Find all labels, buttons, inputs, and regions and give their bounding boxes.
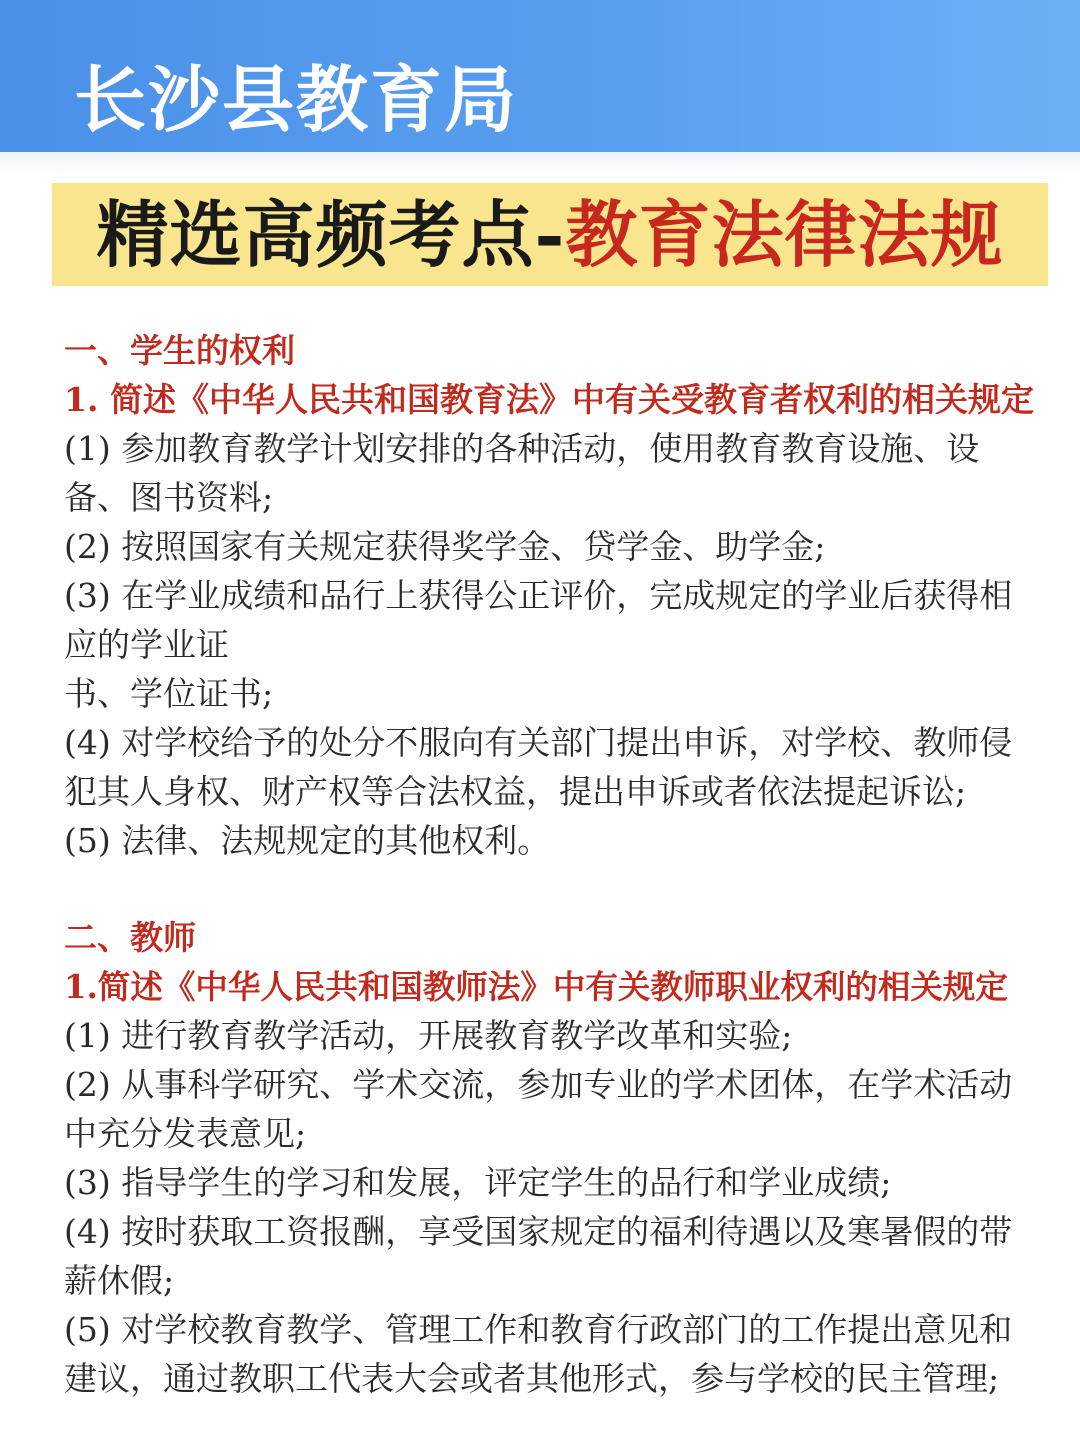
topic-banner xyxy=(52,183,1048,286)
list-item: (5) 法律、法规规定的其他权利。 xyxy=(64,821,551,860)
list-item: (3) 指导学生的学习和发展，评定学生的品行和学业成绩; xyxy=(64,1163,892,1202)
question-text: 1.简述《中华人民共和国教师法》中有关教师职业权利的相关规定 xyxy=(64,967,1008,1006)
header-divider xyxy=(0,152,1080,176)
question-text: 1. 简述《中华人民共和国教育法》中有关受教育者权利的相关规定 xyxy=(64,380,1034,419)
section-heading: 二、教师 xyxy=(64,918,196,957)
list-item: (5) 对学校教育教学、管理工作和教育行政部门的工作提出意见和建议，通过教职工代表大会或者其他形式，参与学校的民主管理; xyxy=(64,1310,1013,1398)
section-spacer xyxy=(64,865,1039,913)
list-item: (1) 进行教育教学活动，开展教育教学改革和实验; xyxy=(64,1016,793,1055)
header-title: 长沙县教育局 xyxy=(74,58,519,142)
list-item: 书、学位证书; xyxy=(64,674,274,713)
list-item: (4) 对学校给予的处分不服向有关部门提出申诉，对学校、教师侵犯其人身权、财产权等合法权益，提出申诉或者依法提起诉讼; xyxy=(64,723,1013,811)
list-item: (4) 按时获取工资报酬，享受国家规定的福利待遇以及寒暑假的带薪休假; xyxy=(64,1212,1013,1300)
list-item: (2) 从事科学研究、学术交流，参加专业的学术团体，在学术活动中充分发表意见; xyxy=(64,1065,1013,1153)
topic-title-prefix: 精选高频考点- xyxy=(96,192,566,277)
section-student-rights xyxy=(64,326,1039,865)
topic-title xyxy=(97,192,1004,277)
section-teacher-rights xyxy=(64,913,1039,1403)
list-item: (3) 在学业成绩和品行上获得公正评价，完成规定的学业后获得相应的学业证 xyxy=(64,576,1013,664)
header-banner xyxy=(0,0,1080,152)
document-body xyxy=(64,326,1039,1403)
section-heading: 一、学生的权利 xyxy=(64,331,295,370)
topic-title-highlight: 教育法律法规 xyxy=(565,192,1004,277)
list-item: (1) 参加教育教学计划安排的各种活动，使用教育教育设施、设备、图书资料; xyxy=(64,429,980,517)
list-item: (2) 按照国家有关规定获得奖学金、贷学金、助学金; xyxy=(64,527,826,566)
